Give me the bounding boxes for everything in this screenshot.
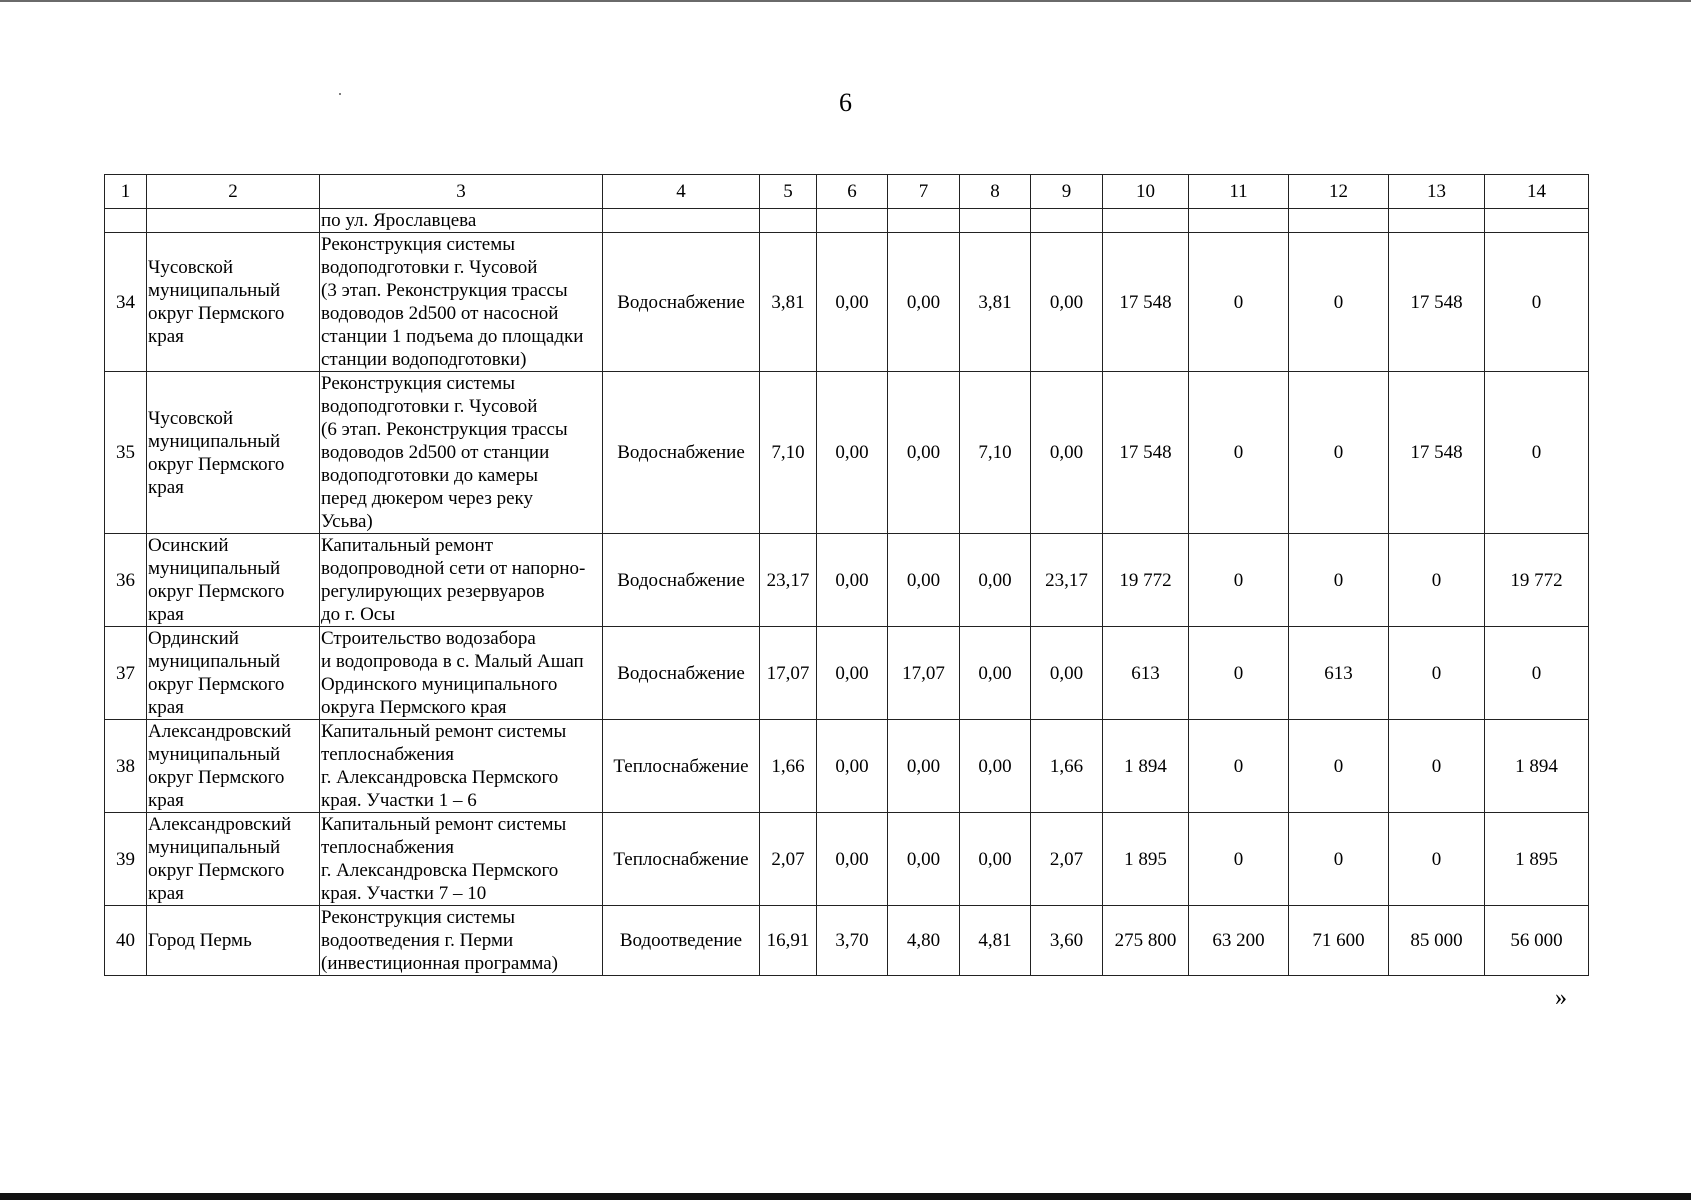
value-cell: 0 <box>1189 372 1289 534</box>
value-cell: 7,10 <box>960 372 1031 534</box>
value-cell: 71 600 <box>1289 906 1389 976</box>
header-cell: 11 <box>1189 175 1289 209</box>
type-cell: Водоснабжение <box>603 534 760 627</box>
value-cell: 0,00 <box>1031 627 1103 720</box>
row-number-cell: 39 <box>105 813 147 906</box>
value-cell: 1 895 <box>1485 813 1589 906</box>
header-cell: 13 <box>1389 175 1485 209</box>
header-cell: 5 <box>760 175 817 209</box>
empty-cell <box>1289 209 1389 233</box>
header-cell: 8 <box>960 175 1031 209</box>
continuation-row <box>105 209 1589 233</box>
project-line: и водопровода в с. Малый Ашап <box>321 651 584 672</box>
continuation-text: по ул. Ярославцева <box>320 209 603 233</box>
value-cell: 0,00 <box>817 233 888 372</box>
empty-cell <box>1389 209 1485 233</box>
project-line: края. Участки 1 – 6 <box>321 790 477 811</box>
municipality-cell: Чусовской муниципальный округ Пермского края <box>147 372 320 534</box>
empty-cell <box>1103 209 1189 233</box>
value-cell: 0,00 <box>817 627 888 720</box>
value-cell: 17,07 <box>760 627 817 720</box>
value-cell: 0 <box>1289 720 1389 813</box>
value-cell: 17 548 <box>1103 372 1189 534</box>
value-cell: 0 <box>1289 813 1389 906</box>
value-cell: 0,00 <box>817 813 888 906</box>
value-cell: 0 <box>1189 813 1289 906</box>
value-cell: 1,66 <box>760 720 817 813</box>
value-cell: 23,17 <box>1031 534 1103 627</box>
value-cell: 613 <box>1289 627 1389 720</box>
value-cell: 3,60 <box>1031 906 1103 976</box>
type-cell: Теплоснабжение <box>603 720 760 813</box>
project-cell <box>320 720 603 813</box>
project-line: Капитальный ремонт <box>321 535 494 556</box>
row-number-cell: 34 <box>105 233 147 372</box>
value-cell: 56 000 <box>1485 906 1589 976</box>
value-cell: 0,00 <box>960 534 1031 627</box>
project-line: до г. Осы <box>321 604 395 625</box>
project-line: водоподготовки г. Чусовой <box>321 396 538 417</box>
header-cell: 10 <box>1103 175 1189 209</box>
project-cell <box>320 534 603 627</box>
project-line: Капитальный ремонт системы <box>321 721 567 742</box>
empty-cell <box>147 209 320 233</box>
project-line: г. Александровска Пермского <box>321 860 559 881</box>
municipality-cell: Осинский муниципальный округ Пермского края <box>147 534 320 627</box>
project-line: станции 1 подъема до площадки <box>321 326 584 347</box>
page-number: 6 <box>839 88 852 117</box>
scan-bottom-edge <box>0 1193 1691 1200</box>
header-cell: 12 <box>1289 175 1389 209</box>
value-cell: 0 <box>1389 813 1485 906</box>
empty-cell <box>603 209 760 233</box>
type-cell: Теплоснабжение <box>603 813 760 906</box>
project-line: водопроводной сети от напорно- <box>321 558 586 579</box>
municipality-cell: Александровский муниципальный округ Пермского края <box>147 813 320 906</box>
project-line: Реконструкция системы <box>321 234 516 255</box>
project-cell <box>320 372 603 534</box>
header-cell: 2 <box>147 175 320 209</box>
data-table <box>104 174 1589 976</box>
type-cell: Водоснабжение <box>603 233 760 372</box>
value-cell: 0 <box>1389 720 1485 813</box>
project-line: Ординского муниципального <box>321 674 558 695</box>
project-line: водоподготовки г. Чусовой <box>321 257 538 278</box>
row-number-cell: 37 <box>105 627 147 720</box>
header-cell: 14 <box>1485 175 1589 209</box>
row-number-cell: 35 <box>105 372 147 534</box>
project-line: Капитальный ремонт системы <box>321 814 567 835</box>
project-line: округа Пермского края <box>321 697 507 718</box>
value-cell: 0 <box>1485 233 1589 372</box>
project-line: Реконструкция системы <box>321 907 516 928</box>
data-rows <box>105 233 1589 976</box>
value-cell: 2,07 <box>760 813 817 906</box>
header-cell: 9 <box>1031 175 1103 209</box>
municipality-cell: Ординский муниципальный округ Пермского края <box>147 627 320 720</box>
empty-cell <box>105 209 147 233</box>
value-cell: 2,07 <box>1031 813 1103 906</box>
value-cell: 0 <box>1485 372 1589 534</box>
table-row <box>105 534 1589 627</box>
project-line: водоводов 2d500 от насосной <box>321 303 559 324</box>
value-cell: 0,00 <box>888 233 960 372</box>
project-line: Реконструкция системы <box>321 373 516 394</box>
value-cell: 3,81 <box>760 233 817 372</box>
row-number-cell: 40 <box>105 906 147 976</box>
header-cell: 3 <box>320 175 603 209</box>
table-row <box>105 720 1589 813</box>
header-row <box>105 175 1589 209</box>
value-cell: 0 <box>1189 720 1289 813</box>
value-cell: 0 <box>1189 627 1289 720</box>
project-line: регулирующих резервуаров <box>321 581 545 602</box>
table-row <box>105 627 1589 720</box>
project-line: перед дюкером через реку <box>321 488 533 509</box>
value-cell: 0,00 <box>888 720 960 813</box>
value-cell: 0 <box>1389 627 1485 720</box>
row-number-cell: 38 <box>105 720 147 813</box>
value-cell: 1 895 <box>1103 813 1189 906</box>
project-cell <box>320 906 603 976</box>
project-line: края. Участки 7 – 10 <box>321 883 487 904</box>
municipality-cell: Александровский муниципальный округ Пермского края <box>147 720 320 813</box>
type-cell: Водоснабжение <box>603 372 760 534</box>
project-line: водоотведения г. Перми <box>321 930 514 951</box>
value-cell: 0 <box>1289 534 1389 627</box>
project-line: (3 этап. Реконструкция трассы <box>321 280 568 301</box>
value-cell: 0,00 <box>888 813 960 906</box>
value-cell: 1,66 <box>1031 720 1103 813</box>
value-cell: 16,91 <box>760 906 817 976</box>
value-cell: 17 548 <box>1103 233 1189 372</box>
project-cell <box>320 813 603 906</box>
empty-cell <box>1189 209 1289 233</box>
municipality-cell: Чусовской муниципальный округ Пермского края <box>147 233 320 372</box>
value-cell: 17 548 <box>1389 372 1485 534</box>
closing-quote: » <box>1555 985 1567 1011</box>
project-line: (6 этап. Реконструкция трассы <box>321 419 568 440</box>
project-line: Строительство водозабора <box>321 628 536 649</box>
row-number-cell: 36 <box>105 534 147 627</box>
value-cell: 3,81 <box>960 233 1031 372</box>
empty-cell <box>1485 209 1589 233</box>
value-cell: 0 <box>1289 233 1389 372</box>
value-cell: 7,10 <box>760 372 817 534</box>
header-cell: 1 <box>105 175 147 209</box>
value-cell: 0,00 <box>817 534 888 627</box>
header-cell: 7 <box>888 175 960 209</box>
value-cell: 0,00 <box>888 534 960 627</box>
project-line: (инвестиционная программа) <box>321 953 558 974</box>
value-cell: 23,17 <box>760 534 817 627</box>
value-cell: 17,07 <box>888 627 960 720</box>
value-cell: 0 <box>1485 627 1589 720</box>
empty-cell <box>888 209 960 233</box>
type-cell: Водоотведение <box>603 906 760 976</box>
value-cell: 0 <box>1189 534 1289 627</box>
project-cell <box>320 627 603 720</box>
project-line: теплоснабжения <box>321 744 454 765</box>
header-cell: 4 <box>603 175 760 209</box>
scan-top-edge <box>0 0 1691 2</box>
header-cell: 6 <box>817 175 888 209</box>
value-cell: 0 <box>1289 372 1389 534</box>
project-line: Усьва) <box>321 511 373 532</box>
value-cell: 0,00 <box>960 720 1031 813</box>
project-line: г. Александровска Пермского <box>321 767 559 788</box>
value-cell: 1 894 <box>1103 720 1189 813</box>
empty-cell <box>817 209 888 233</box>
project-line: водоводов 2d500 от станции <box>321 442 550 463</box>
table-row <box>105 372 1589 534</box>
table-row <box>105 813 1589 906</box>
project-cell <box>320 233 603 372</box>
value-cell: 0,00 <box>817 372 888 534</box>
empty-cell <box>760 209 817 233</box>
value-cell: 19 772 <box>1485 534 1589 627</box>
value-cell: 4,81 <box>960 906 1031 976</box>
table-row <box>105 906 1589 976</box>
value-cell: 0,00 <box>888 372 960 534</box>
empty-cell <box>960 209 1031 233</box>
value-cell: 0,00 <box>1031 233 1103 372</box>
municipality-cell: Город Пермь <box>147 906 320 976</box>
value-cell: 613 <box>1103 627 1189 720</box>
value-cell: 1 894 <box>1485 720 1589 813</box>
project-line: водоподготовки до камеры <box>321 465 539 486</box>
value-cell: 85 000 <box>1389 906 1485 976</box>
value-cell: 19 772 <box>1103 534 1189 627</box>
value-cell: 4,80 <box>888 906 960 976</box>
value-cell: 0 <box>1189 233 1289 372</box>
value-cell: 0,00 <box>1031 372 1103 534</box>
type-cell: Водоснабжение <box>603 627 760 720</box>
value-cell: 63 200 <box>1189 906 1289 976</box>
value-cell: 275 800 <box>1103 906 1189 976</box>
value-cell: 0,00 <box>960 627 1031 720</box>
project-line: теплоснабжения <box>321 837 454 858</box>
value-cell: 0,00 <box>960 813 1031 906</box>
table-row <box>105 233 1589 372</box>
empty-cell <box>1031 209 1103 233</box>
value-cell: 3,70 <box>817 906 888 976</box>
project-line: станции водоподготовки) <box>321 349 527 370</box>
value-cell: 17 548 <box>1389 233 1485 372</box>
value-cell: 0,00 <box>817 720 888 813</box>
value-cell: 0 <box>1389 534 1485 627</box>
